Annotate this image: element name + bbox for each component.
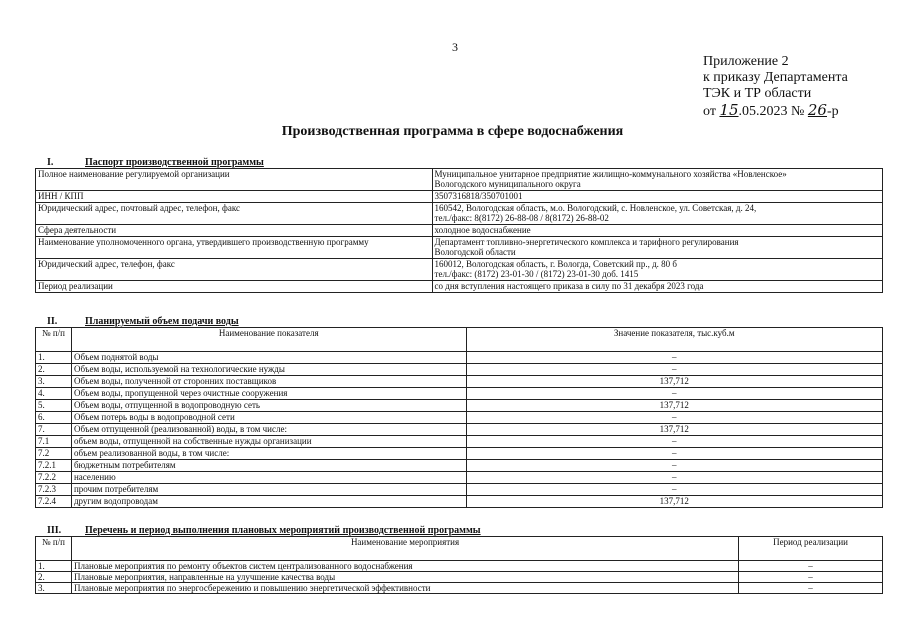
order-suffix: -р xyxy=(826,104,839,119)
appendix-line-3: ТЭК и ТР области xyxy=(703,86,812,101)
water-volume-table xyxy=(35,327,883,508)
handwritten-day: 15 xyxy=(719,101,739,119)
section-1-title: Паспорт производственной программы xyxy=(85,157,264,168)
row-number: 2. xyxy=(36,364,72,376)
indicator-name: Объем потерь воды в водопроводной сети xyxy=(71,412,466,424)
col-name-header: Наименование мероприятия xyxy=(71,537,738,561)
row-number: 7. xyxy=(36,424,72,436)
passport-label: Юридический адрес, почтовый адрес, телефон, факс xyxy=(36,203,433,225)
row-number: 2. xyxy=(36,572,72,583)
section-1-heading xyxy=(47,157,264,168)
indicator-value: – xyxy=(466,472,883,484)
table-row xyxy=(36,203,883,225)
date-rest: .05.2023 № xyxy=(738,104,808,119)
table-header-row xyxy=(36,328,883,352)
table-row xyxy=(36,460,883,472)
table-row xyxy=(36,412,883,424)
indicator-name: Объем отпущенной (реализованной) воды, в том числе: xyxy=(71,424,466,436)
indicator-value: – xyxy=(466,412,883,424)
page-number: 3 xyxy=(452,40,458,54)
row-number: 7.2 xyxy=(36,448,72,460)
passport-value xyxy=(432,237,882,259)
passport-value-line-1: 160542, Вологодская область, м.о. Вологодский, с. Новленское, ул. Советская, д. 24, xyxy=(434,203,757,213)
col-period-header: Период реализации xyxy=(739,537,883,561)
indicator-value: – xyxy=(466,484,883,496)
table-row xyxy=(36,436,883,448)
row-number: 1. xyxy=(36,352,72,364)
table-row xyxy=(36,259,883,281)
indicator-value: 137,712 xyxy=(466,496,883,508)
handwritten-order-number: 26 xyxy=(807,101,827,119)
table-row xyxy=(36,376,883,388)
indicator-name: Объем поднятой воды xyxy=(71,352,466,364)
appendix-line-1: Приложение 2 xyxy=(703,54,789,69)
row-number: 7.2.2 xyxy=(36,472,72,484)
passport-value-line-1: Департамент топливно-энергетического комплекса и тарифного регулирования xyxy=(434,237,739,247)
passport-label: ИНН / КПП xyxy=(36,191,433,203)
measure-name: Плановые мероприятия по ремонту объектов систем централизованного водоснабжения xyxy=(71,561,738,572)
indicator-value: – xyxy=(466,364,883,376)
section-3-heading xyxy=(47,525,481,536)
table-row xyxy=(36,364,883,376)
indicator-value: 137,712 xyxy=(466,376,883,388)
col-name-header: Наименование показателя xyxy=(71,328,466,352)
indicator-name: прочим потребителям xyxy=(71,484,466,496)
appendix-date-line xyxy=(703,102,848,120)
row-number: 1. xyxy=(36,561,72,572)
section-3-title: Перечень и период выполнения плановых мероприятий производственной программы xyxy=(85,525,481,536)
appendix-line-2: к приказу Департамента xyxy=(703,70,848,85)
row-number: 7.2.3 xyxy=(36,484,72,496)
table-row xyxy=(36,400,883,412)
indicator-value: – xyxy=(466,388,883,400)
passport-value-line-2: Вологодской области xyxy=(434,247,516,257)
table-row xyxy=(36,424,883,436)
indicator-value: 137,712 xyxy=(466,400,883,412)
indicator-name: Объем воды, отпущенной в водопроводную сеть xyxy=(71,400,466,412)
passport-value xyxy=(432,169,882,191)
table-row xyxy=(36,572,883,583)
table-row xyxy=(36,388,883,400)
table-row xyxy=(36,472,883,484)
measure-period: – xyxy=(739,561,883,572)
table-row xyxy=(36,237,883,259)
date-prefix: от xyxy=(703,104,720,119)
passport-value-line-2: тел./факс: (8172) 23-01-30 / (8172) 23-01-30 доб. 1415 xyxy=(434,269,639,279)
passport-value xyxy=(432,259,882,281)
passport-value-line-1: Муниципальное унитарное предприятие жилищно-коммунального хозяйства «Новленское» xyxy=(434,169,787,179)
table-row xyxy=(36,448,883,460)
table-header-row xyxy=(36,537,883,561)
table-row xyxy=(36,484,883,496)
measure-name: Плановые мероприятия, направленные на улучшение качества воды xyxy=(71,572,738,583)
indicator-value: – xyxy=(466,436,883,448)
measure-name: Плановые мероприятия по энергосбережению и повышению энергетической эффективности xyxy=(71,583,738,594)
passport-label: Период реализации xyxy=(36,281,433,293)
indicator-name: объем реализованной воды, в том числе: xyxy=(71,448,466,460)
passport-value xyxy=(432,281,882,293)
indicator-name: другим водопроводам xyxy=(71,496,466,508)
passport-value-line-2: тел./факс: 8(8172) 26-88-08 / 8(8172) 26-88-02 xyxy=(434,213,609,223)
section-1-number: I. xyxy=(47,157,54,168)
row-number: 7.2.4 xyxy=(36,496,72,508)
passport-value-line-1: 3507316818/350701001 xyxy=(434,191,523,201)
passport-label: Юридический адрес, телефон, факс xyxy=(36,259,433,281)
table-row xyxy=(36,496,883,508)
table-row xyxy=(36,169,883,191)
section-2-number: II. xyxy=(47,316,58,327)
table-row xyxy=(36,191,883,203)
passport-label: Полное наименование регулируемой организации xyxy=(36,169,433,191)
table-row xyxy=(36,583,883,594)
row-number: 5. xyxy=(36,400,72,412)
passport-label: Наименование уполномоченного органа, утвердившего производственную программу xyxy=(36,237,433,259)
indicator-name: бюджетным потребителям xyxy=(71,460,466,472)
col-num-header: № п/п xyxy=(36,328,72,352)
indicator-name: Объем воды, полученной от сторонних поставщиков xyxy=(71,376,466,388)
passport-value-line-1: 160012, Вологодская область, г. Вологда, Советский пр., д. 80 б xyxy=(434,259,677,269)
measure-period: – xyxy=(739,583,883,594)
section-3-number: III. xyxy=(47,525,62,536)
passport-value xyxy=(432,225,882,237)
indicator-value: – xyxy=(466,460,883,472)
indicator-value: 137,712 xyxy=(466,424,883,436)
indicator-name: Объем воды, пропущенной через очистные сооружения xyxy=(71,388,466,400)
document-title: Производственная программа в сфере водоснабжения xyxy=(281,124,624,139)
row-number: 3. xyxy=(36,376,72,388)
table-row xyxy=(36,561,883,572)
col-value-header: Значение показателя, тыс.куб.м xyxy=(466,328,883,352)
passport-value xyxy=(432,191,882,203)
indicator-value: – xyxy=(466,352,883,364)
table-row xyxy=(36,225,883,237)
row-number: 3. xyxy=(36,583,72,594)
passport-value-line-2: Вологодского муниципального округа xyxy=(434,179,581,189)
indicator-name: населению xyxy=(71,472,466,484)
passport-label: Сфера деятельности xyxy=(36,225,433,237)
section-2-heading xyxy=(47,316,239,327)
passport-value-line-1: холодное водоснабжение xyxy=(434,225,531,235)
row-number: 6. xyxy=(36,412,72,424)
appendix-block xyxy=(703,54,848,120)
indicator-name: объем воды, отпущенной на собственные нужды организации xyxy=(71,436,466,448)
row-number: 7.1 xyxy=(36,436,72,448)
measures-table xyxy=(35,536,883,594)
col-num-header: № п/п xyxy=(36,537,72,561)
measure-period: – xyxy=(739,572,883,583)
passport-value-line-1: со дня вступления настоящего приказа в силу по 31 декабря 2023 года xyxy=(434,281,704,291)
passport-value xyxy=(432,203,882,225)
section-2-title: Планируемый объем подачи воды xyxy=(85,316,239,327)
table-row xyxy=(36,281,883,293)
indicator-name: Объем воды, используемой на технологические нужды xyxy=(71,364,466,376)
row-number: 4. xyxy=(36,388,72,400)
indicator-value: – xyxy=(466,448,883,460)
table-row xyxy=(36,352,883,364)
row-number: 7.2.1 xyxy=(36,460,72,472)
passport-table xyxy=(35,168,883,293)
